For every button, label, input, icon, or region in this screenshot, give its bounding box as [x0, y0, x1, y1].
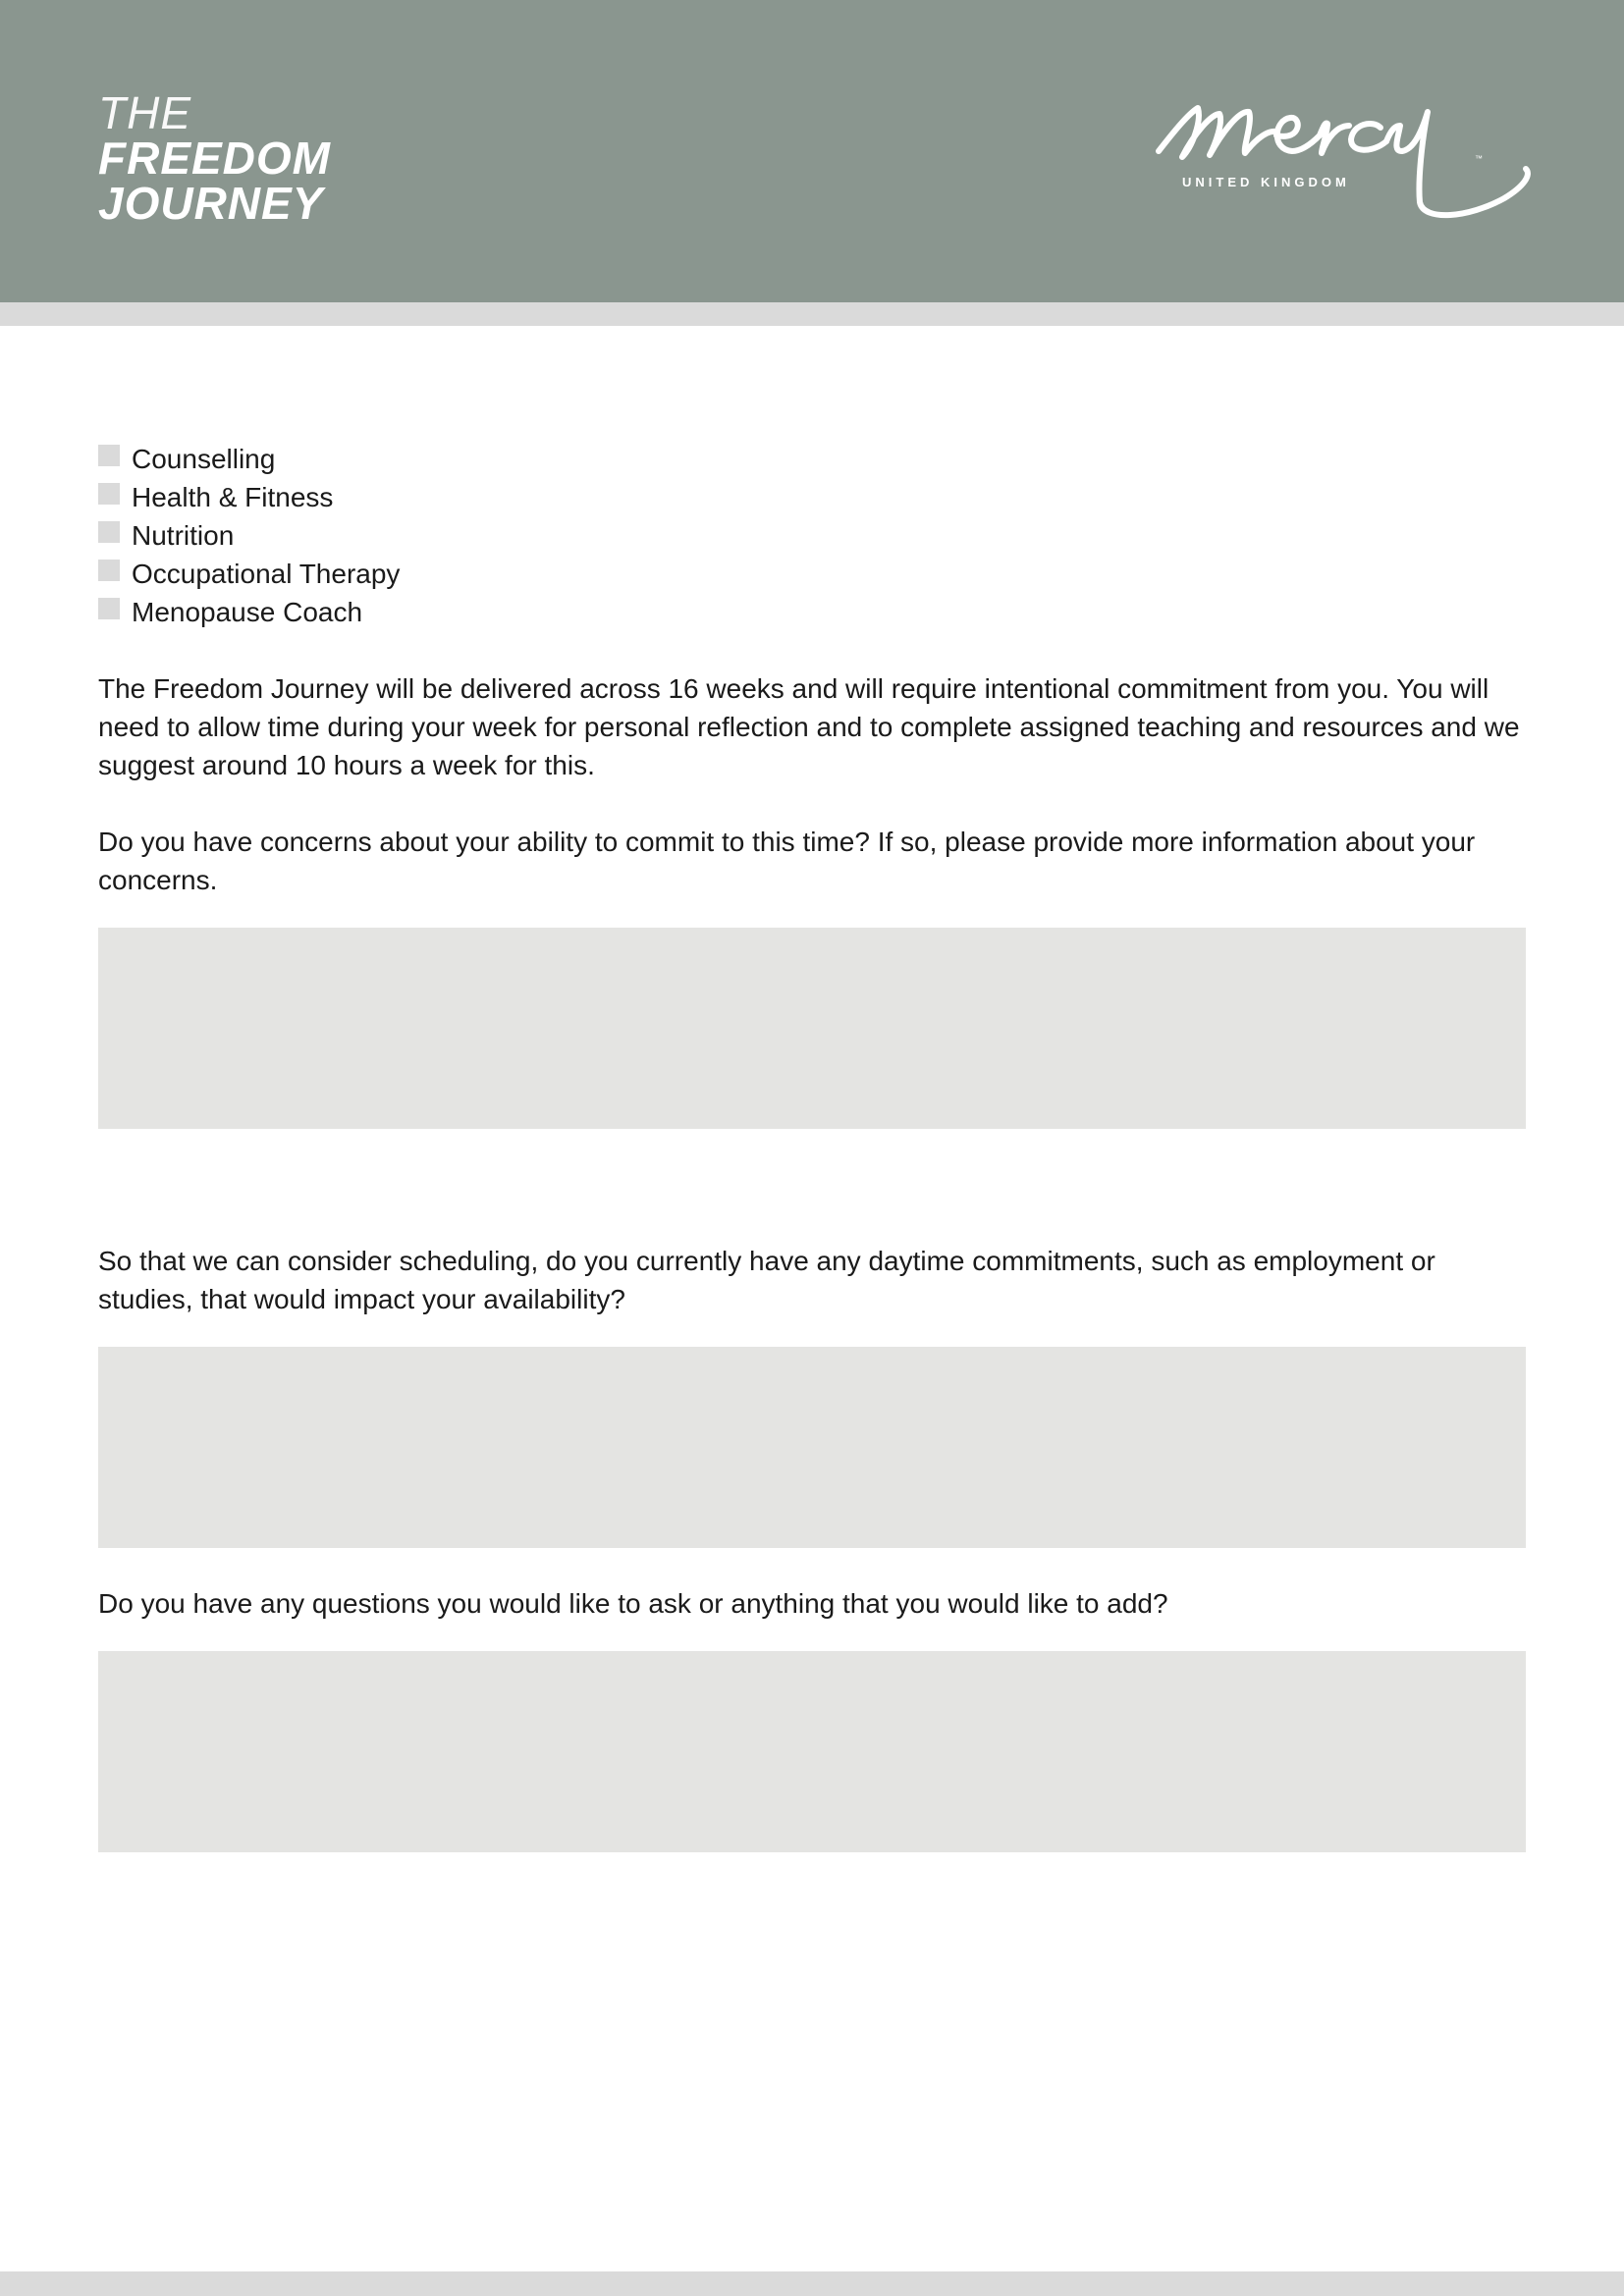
checklist-item-health-fitness[interactable] — [98, 478, 1526, 516]
checklist-label: Health & Fitness — [132, 482, 334, 512]
checklist-label: Nutrition — [132, 520, 235, 551]
intro-paragraph: The Freedom Journey will be delivered across 16 weeks and will require intentional commitment from you. You will need to allow time during your week for personal reflection and to complete assigned teaching and resources and we suggest around 10 hours a week for this. — [98, 673, 1520, 780]
checklist-label: Occupational Therapy — [132, 559, 401, 589]
commitment-concerns-field[interactable] — [98, 928, 1526, 1129]
checklist-item-occupational-therapy[interactable] — [98, 555, 1526, 593]
checkbox[interactable] — [98, 445, 120, 466]
footer-band — [0, 2271, 1624, 2296]
service-checklist — [98, 440, 1526, 631]
question-daytime-commitments: So that we can consider scheduling, do you currently have any daytime commitments, such as employment or studies, that would impact your availability? — [98, 1246, 1435, 1314]
title-freedom: FREEDOM — [98, 133, 331, 184]
form-content — [98, 440, 1526, 1852]
trademark-mark: ™ — [1475, 154, 1483, 163]
mercy-logo — [1155, 92, 1532, 230]
header-banner — [0, 0, 1624, 302]
program-title — [98, 87, 331, 229]
checkbox[interactable] — [98, 560, 120, 581]
checklist-label: Counselling — [132, 444, 276, 474]
checklist-item-menopause-coach[interactable] — [98, 593, 1526, 631]
daytime-commitments-field[interactable] — [98, 1347, 1526, 1548]
checklist-item-counselling[interactable] — [98, 440, 1526, 478]
question-commitment: Do you have concerns about your ability to commit to this time? If so, please provide more information about your concerns. — [98, 827, 1476, 895]
header-divider-band — [0, 302, 1624, 326]
title-the: THE — [98, 87, 191, 138]
checkbox[interactable] — [98, 483, 120, 505]
logo-tagline: UNITED KINGDOM — [1182, 175, 1350, 189]
title-journey: JOURNEY — [98, 178, 324, 229]
checkbox[interactable] — [98, 598, 120, 619]
question-additional: Do you have any questions you would like to ask or anything that you would like to add? — [98, 1588, 1168, 1619]
checklist-label: Menopause Coach — [132, 597, 363, 627]
additional-questions-field[interactable] — [98, 1651, 1526, 1852]
checklist-item-nutrition[interactable] — [98, 516, 1526, 555]
checkbox[interactable] — [98, 521, 120, 543]
